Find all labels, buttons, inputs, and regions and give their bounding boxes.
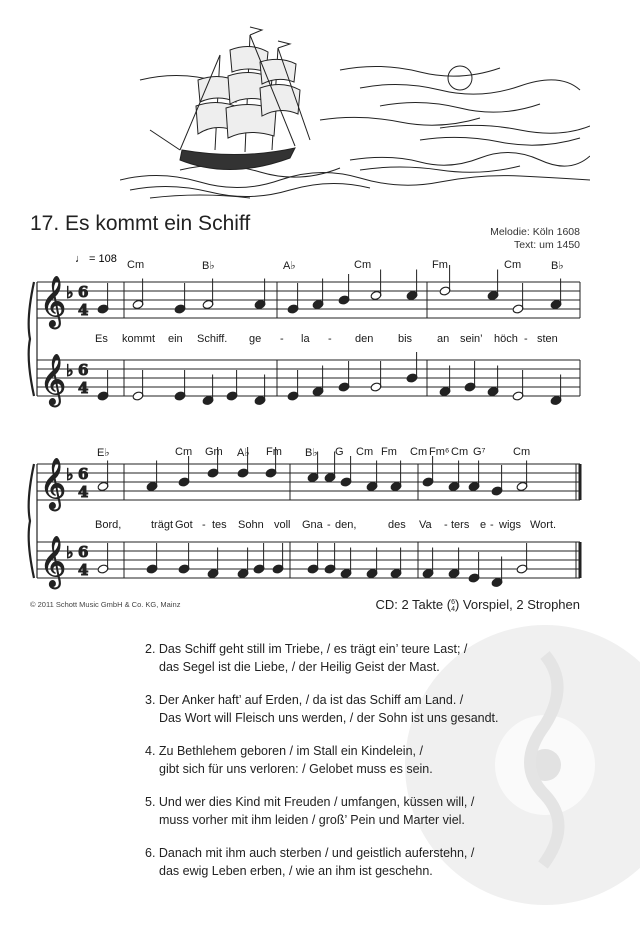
lyric-item: - — [280, 333, 284, 345]
time-sig-bottom: 4 — [78, 483, 89, 501]
lyric-item: den — [355, 333, 374, 345]
tempo-marking: ♩ = 108 — [75, 253, 117, 265]
treble-clef: 𝄞 — [40, 354, 67, 405]
time-sig-bottom: 4 — [78, 379, 89, 397]
chord-item: Cm — [356, 446, 374, 458]
time-sig-top: 6 — [78, 465, 89, 483]
verses — [145, 640, 585, 895]
lyric-item: ein — [168, 333, 183, 345]
melody-credit: Melodie: Köln 1608 — [490, 226, 580, 238]
chord-item: G — [335, 446, 344, 458]
time-sig-top: 6 — [78, 283, 89, 301]
cd-info-prefix: CD: 2 Takte ( — [375, 597, 452, 612]
lyric-item: Bord, — [95, 519, 122, 531]
time-sig-top: 6 — [78, 361, 89, 379]
chord-item: Fm — [266, 446, 282, 458]
lyric-item: e — [480, 519, 487, 531]
lyric-item: trägt — [151, 519, 174, 531]
cd-info-suffix: ) Vorspiel, 2 Strophen — [454, 597, 580, 612]
verse-4: 4. Zu Bethlehem geboren / im Stall ein Kindelein, / gibt sich für uns verloren: / Gelobet muss es sein. — [145, 744, 433, 776]
treble-clef: 𝄞 — [40, 276, 67, 327]
lyric-item: - — [524, 333, 528, 345]
chord-item: Cm — [127, 259, 145, 271]
flat-key-signature: ♭ — [66, 465, 74, 484]
treble-clef: 𝄞 — [40, 536, 67, 587]
chord-item: Cm — [513, 446, 531, 458]
flat-key-signature: ♭ — [66, 361, 74, 380]
lyric-item: höch — [494, 333, 518, 345]
song-title: 17. Es kommt ein Schiff — [30, 212, 251, 235]
lyric-item: ters — [451, 519, 470, 531]
lyric-item: - — [444, 519, 448, 531]
text-credit: Text: um 1450 — [514, 239, 580, 251]
lyric-item: an — [437, 333, 450, 345]
flat-key-signature: ♭ — [66, 543, 74, 562]
lyric-item: - — [327, 519, 331, 531]
time-sig-bottom: 4 — [78, 301, 89, 319]
chord-item: Cm — [451, 446, 469, 458]
lyric-item: tes — [212, 519, 227, 531]
treble-clef: 𝄞 — [40, 458, 67, 509]
lyric-item: - — [490, 519, 494, 531]
chord-item: Fm⁶ — [429, 446, 450, 458]
lyric-item: Schiff. — [197, 333, 228, 345]
lyric-item: - — [328, 333, 332, 345]
lyric-item: sein’ — [460, 333, 483, 345]
chord-item: Fm — [381, 446, 397, 458]
lyric-item: - — [202, 519, 206, 531]
lyric-item: Got — [175, 519, 193, 531]
cd-info — [375, 597, 580, 613]
chord-item: Cm — [504, 259, 522, 271]
cd-time-signature: 6 4 — [451, 598, 455, 613]
lyric-item: Va — [419, 519, 432, 531]
time-sig-top: 6 — [78, 543, 89, 561]
verse-5: 5. Und wer dies Kind mit Freuden / umfangen, küssen will, / muss vorher mit ihm leiden / groß’ Pein und Marter viel. — [145, 795, 475, 827]
flat-key-signature: ♭ — [66, 283, 74, 302]
chord-item: B♭ — [202, 260, 215, 272]
lyric-item: kommt — [122, 333, 155, 345]
chord-item: A♭ — [237, 447, 250, 459]
chord-item: Gm — [205, 446, 223, 458]
lyric-item: Es — [95, 333, 108, 345]
chord-item: Cm — [410, 446, 428, 458]
lyric-item: Wort. — [530, 519, 557, 531]
copyright-notice: © 2011 Schott Music GmbH & Co. KG, Mainz — [30, 600, 181, 609]
time-sig-bottom: 4 — [78, 561, 89, 579]
chord-item: Fm — [432, 259, 448, 271]
lyric-item: des — [388, 519, 406, 531]
chord-item: B♭ — [551, 260, 564, 272]
lyric-item: voll — [274, 519, 291, 531]
lyric-item: Gna — [302, 519, 323, 531]
lyric-item: la — [301, 333, 310, 345]
chord-item: Cm — [354, 259, 372, 271]
chord-item: E♭ — [97, 447, 110, 459]
chord-item: G⁷ — [473, 446, 486, 458]
lyric-item: bis — [398, 333, 413, 345]
lyric-item: sten — [537, 333, 558, 345]
lyric-item: den, — [335, 519, 357, 531]
lyric-item: ge — [249, 333, 262, 345]
chord-item: B♭ — [305, 447, 318, 459]
lyric-item: wigs — [499, 519, 522, 531]
verse-3: 3. Der Anker haft’ auf Erden, / da ist das Schiff am Land. / Das Wort will Fleisch uns werden, / der Sohn ist uns gesandt. — [145, 693, 499, 725]
verse-2: 2. Das Schiff geht still im Triebe, / es trägt ein’ teure Last; / das Segel ist die Liebe, / der Heilig Geist der Mast. — [145, 642, 468, 674]
verse-6: 6. Danach mit ihm auch sterben / und geistlich auferstehn, / das ewig Leben erben, / wie an ihm ist geschehn. — [145, 846, 475, 878]
lyric-item: Sohn — [238, 519, 264, 531]
chord-item: A♭ — [283, 260, 296, 272]
chord-item: Cm — [175, 446, 193, 458]
